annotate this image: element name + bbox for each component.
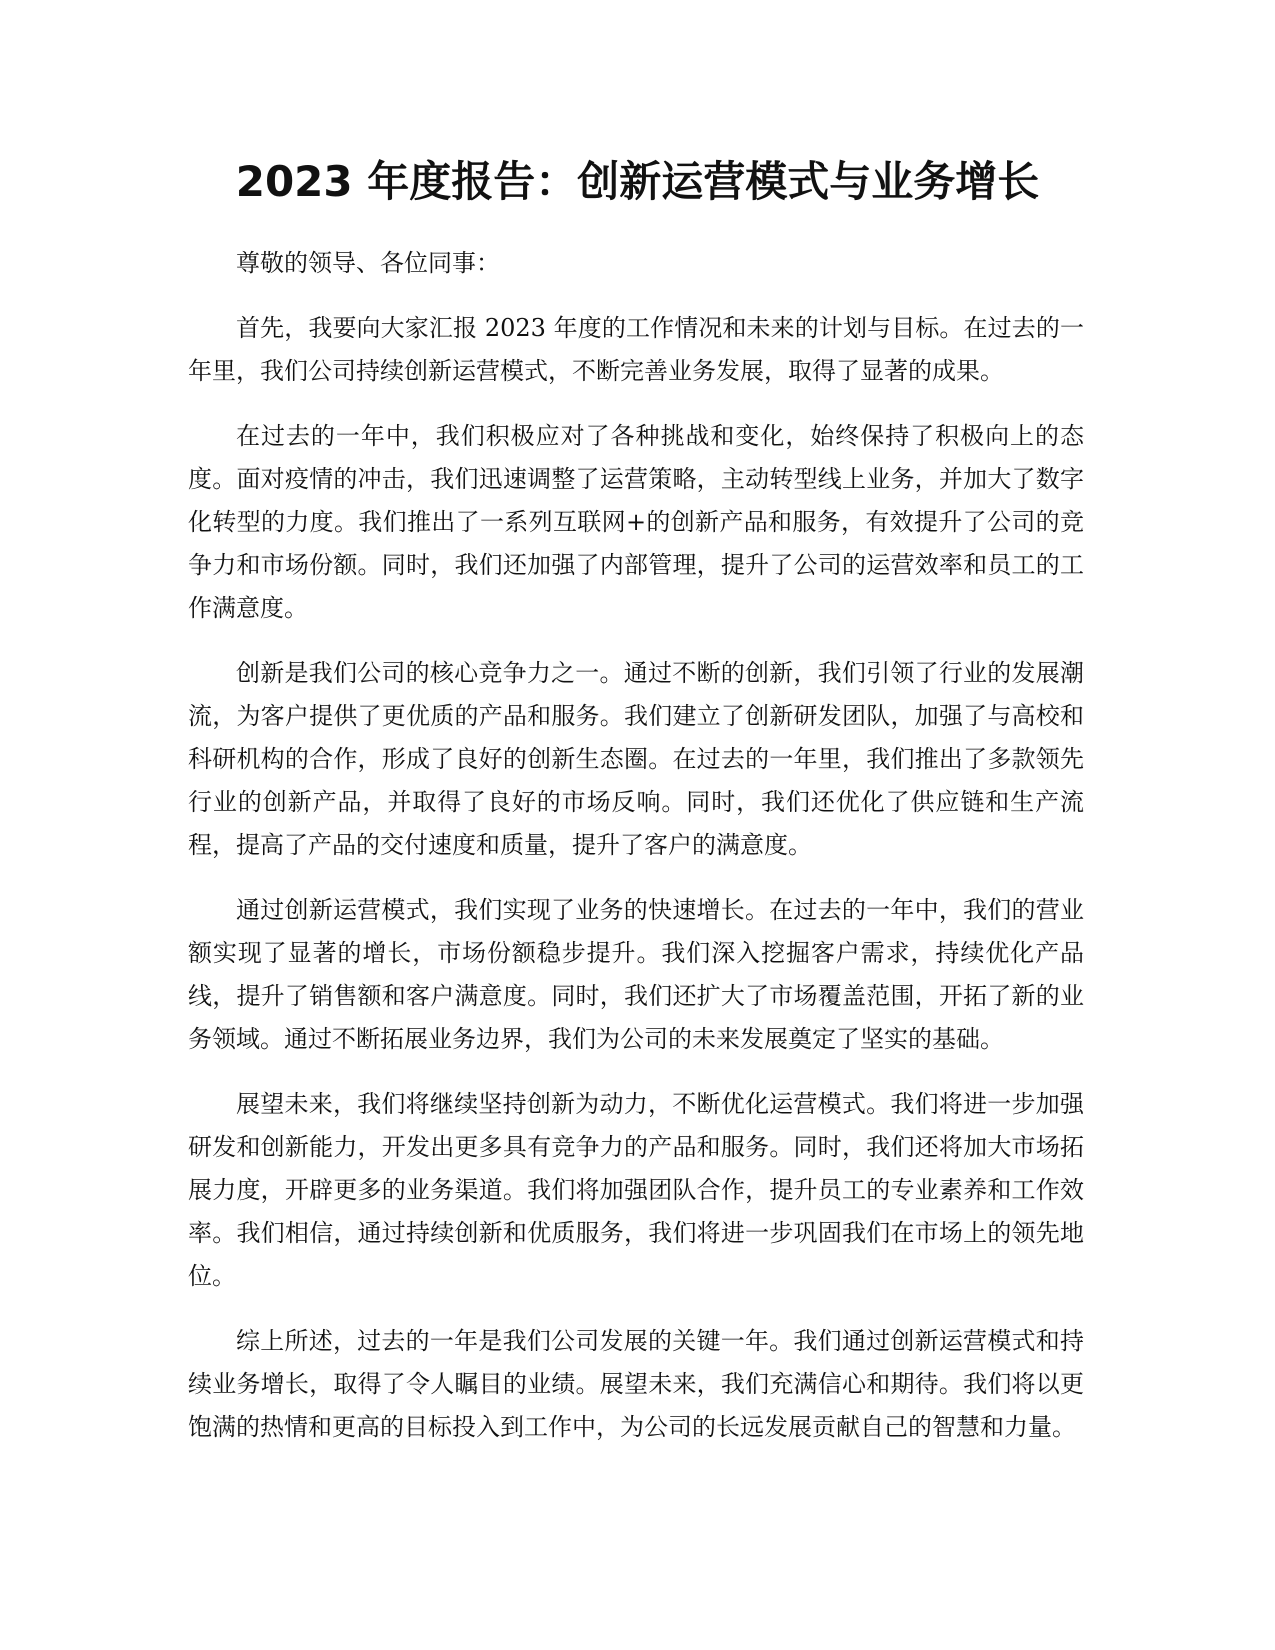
paragraph-intro: 首先，我要向大家汇报 2023 年度的工作情况和未来的计划与目标。在过去的一年里，我们公司持续创新运营模式，不断完善业务发展，取得了显著的成果。: [188, 314, 1084, 385]
document-title: 2023 年度报告：创新运营模式与业务增长: [235, 157, 1040, 206]
salutation: 尊敬的领导、各位同事：: [236, 249, 500, 277]
paragraph-growth: 通过创新运营模式，我们实现了业务的快速增长。在过去的一年中，我们的营业额实现了显著的增长，市场份额稳步提升。我们深入挖掘客户需求，持续优化产品线，提升了销售额和客户满意度。同时，我们还扩大了市场覆盖范围，开拓了新的业务领域。通过不断拓展业务边界，我们为公司的未来发展奠定了坚实的基础。: [188, 896, 1084, 1053]
paragraph-conclusion: 综上所述，过去的一年是我们公司发展的关键一年。我们通过创新运营模式和持续业务增长，取得了令人瞩目的业绩。展望未来，我们充满信心和期待。我们将以更饱满的热情和更高的目标投入到工作中，为公司的长远发展贡献自己的智慧和力量。: [188, 1327, 1084, 1441]
paragraph-innovation: 创新是我们公司的核心竞争力之一。通过不断的创新，我们引领了行业的发展潮流，为客户提供了更优质的产品和服务。我们建立了创新研发团队，加强了与高校和科研机构的合作，形成了良好的创新生态圈。在过去的一年里，我们推出了多款领先行业的创新产品，并取得了良好的市场反响。同时，我们还优化了供应链和生产流程，提高了产品的交付速度和质量，提升了客户的满意度。: [188, 659, 1084, 859]
paragraph-outlook: 展望未来，我们将继续坚持创新为动力，不断优化运营模式。我们将进一步加强研发和创新能力，开发出更多具有竞争力的产品和服务。同时，我们还将加大市场拓展力度，开辟更多的业务渠道。我们将加强团队合作，提升员工的专业素养和工作效率。我们相信，通过持续创新和优质服务，我们将进一步巩固我们在市场上的领先地位。: [188, 1090, 1084, 1290]
document-body: [188, 242, 1084, 1471]
paragraph-challenges: 在过去的一年中，我们积极应对了各种挑战和变化，始终保持了积极向上的态度。面对疫情的冲击，我们迅速调整了运营策略，主动转型线上业务，并加大了数字化转型的力度。我们推出了一系列互联网+的创新产品和服务，有效提升了公司的竞争力和市场份额。同时，我们还加强了内部管理，提升了公司的运营效率和员工的工作满意度。: [188, 422, 1084, 622]
